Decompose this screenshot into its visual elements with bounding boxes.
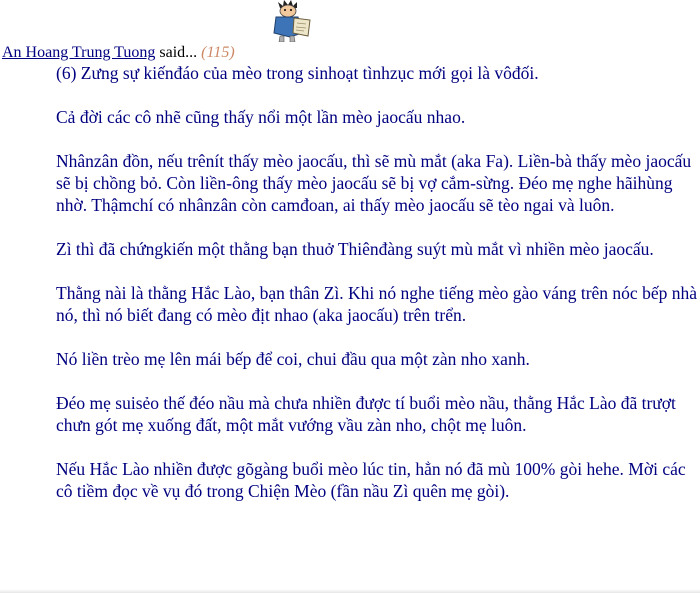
comment-paragraph: Nó liền trèo mẹ lên mái bếp để coi, chui đầu qua một zàn nho xanh.: [56, 349, 530, 369]
comment-paragraph: Thằng nài là thằng Hắc Lào, bạn thân Zì. Khi nó nghe tiếng mèo gào váng trên nóc bếp nhà nó, thì nó biết đang có mèo địt nhao (aka jaocấu) trên trển.: [56, 283, 697, 325]
comment-number: (115): [201, 44, 235, 61]
comment-paragraph: Cả đời các cô nhẽ cũng thấy nổi một lần mèo jaocấu nhao.: [56, 107, 466, 127]
comment-paragraph: Nếu Hắc Lào nhiền được gõgàng buổi mèo lúc tin, hẳn nó đã mù 100% gòi hehe. Mời các cô tiềm đọc về vụ đó trong Chiện Mèo (fần nầu Zì quên mẹ gòi).: [56, 459, 686, 501]
bottom-divider: [0, 589, 700, 593]
comment-header: [2, 44, 235, 62]
comment-paragraph: Đéo mẹ suisẻo thế đéo nầu mà chưa nhiền được tí buổi mèo nầu, thằng Hắc Lào đã trượt chưn gót mẹ xuống đất, một mắt vướng vầu zàn nho, chột mẹ luôn.: [56, 393, 676, 435]
cartoon-character-avatar-icon: [266, 0, 316, 42]
comment-paragraph: Zì thì đã chứngkiến một thằng bạn thuở Thiênđàng suýt mù mắt vì nhiền mèo jaocấu.: [56, 239, 654, 259]
said-label: said...: [155, 44, 202, 61]
comment-author-link[interactable]: An Hoang Trung Tuong: [2, 44, 156, 61]
comment-paragraph: Nhânzân đồn, nếu trênít thấy mèo jaocấu, thì sẽ mù mắt (aka Fa). Liền-bà thấy mèo jaocấu sẽ bị chồng bỏ. Còn liền-ông thấy mèo jaocấu sẽ bị vợ cắm-sừng. Đéo mẹ nghe hãihùng nhờ. Thậmchí có nhânzân còn camđoan, ai thấy mèo jaocấu sẽ tèo ngai và luôn.: [56, 151, 692, 215]
comment-body: [56, 62, 698, 502]
comment-paragraph: (6) Zưng sự kiếnđáo của mèo trong sinhoạt tìnhzục mới gọi là vôđối.: [56, 63, 539, 83]
